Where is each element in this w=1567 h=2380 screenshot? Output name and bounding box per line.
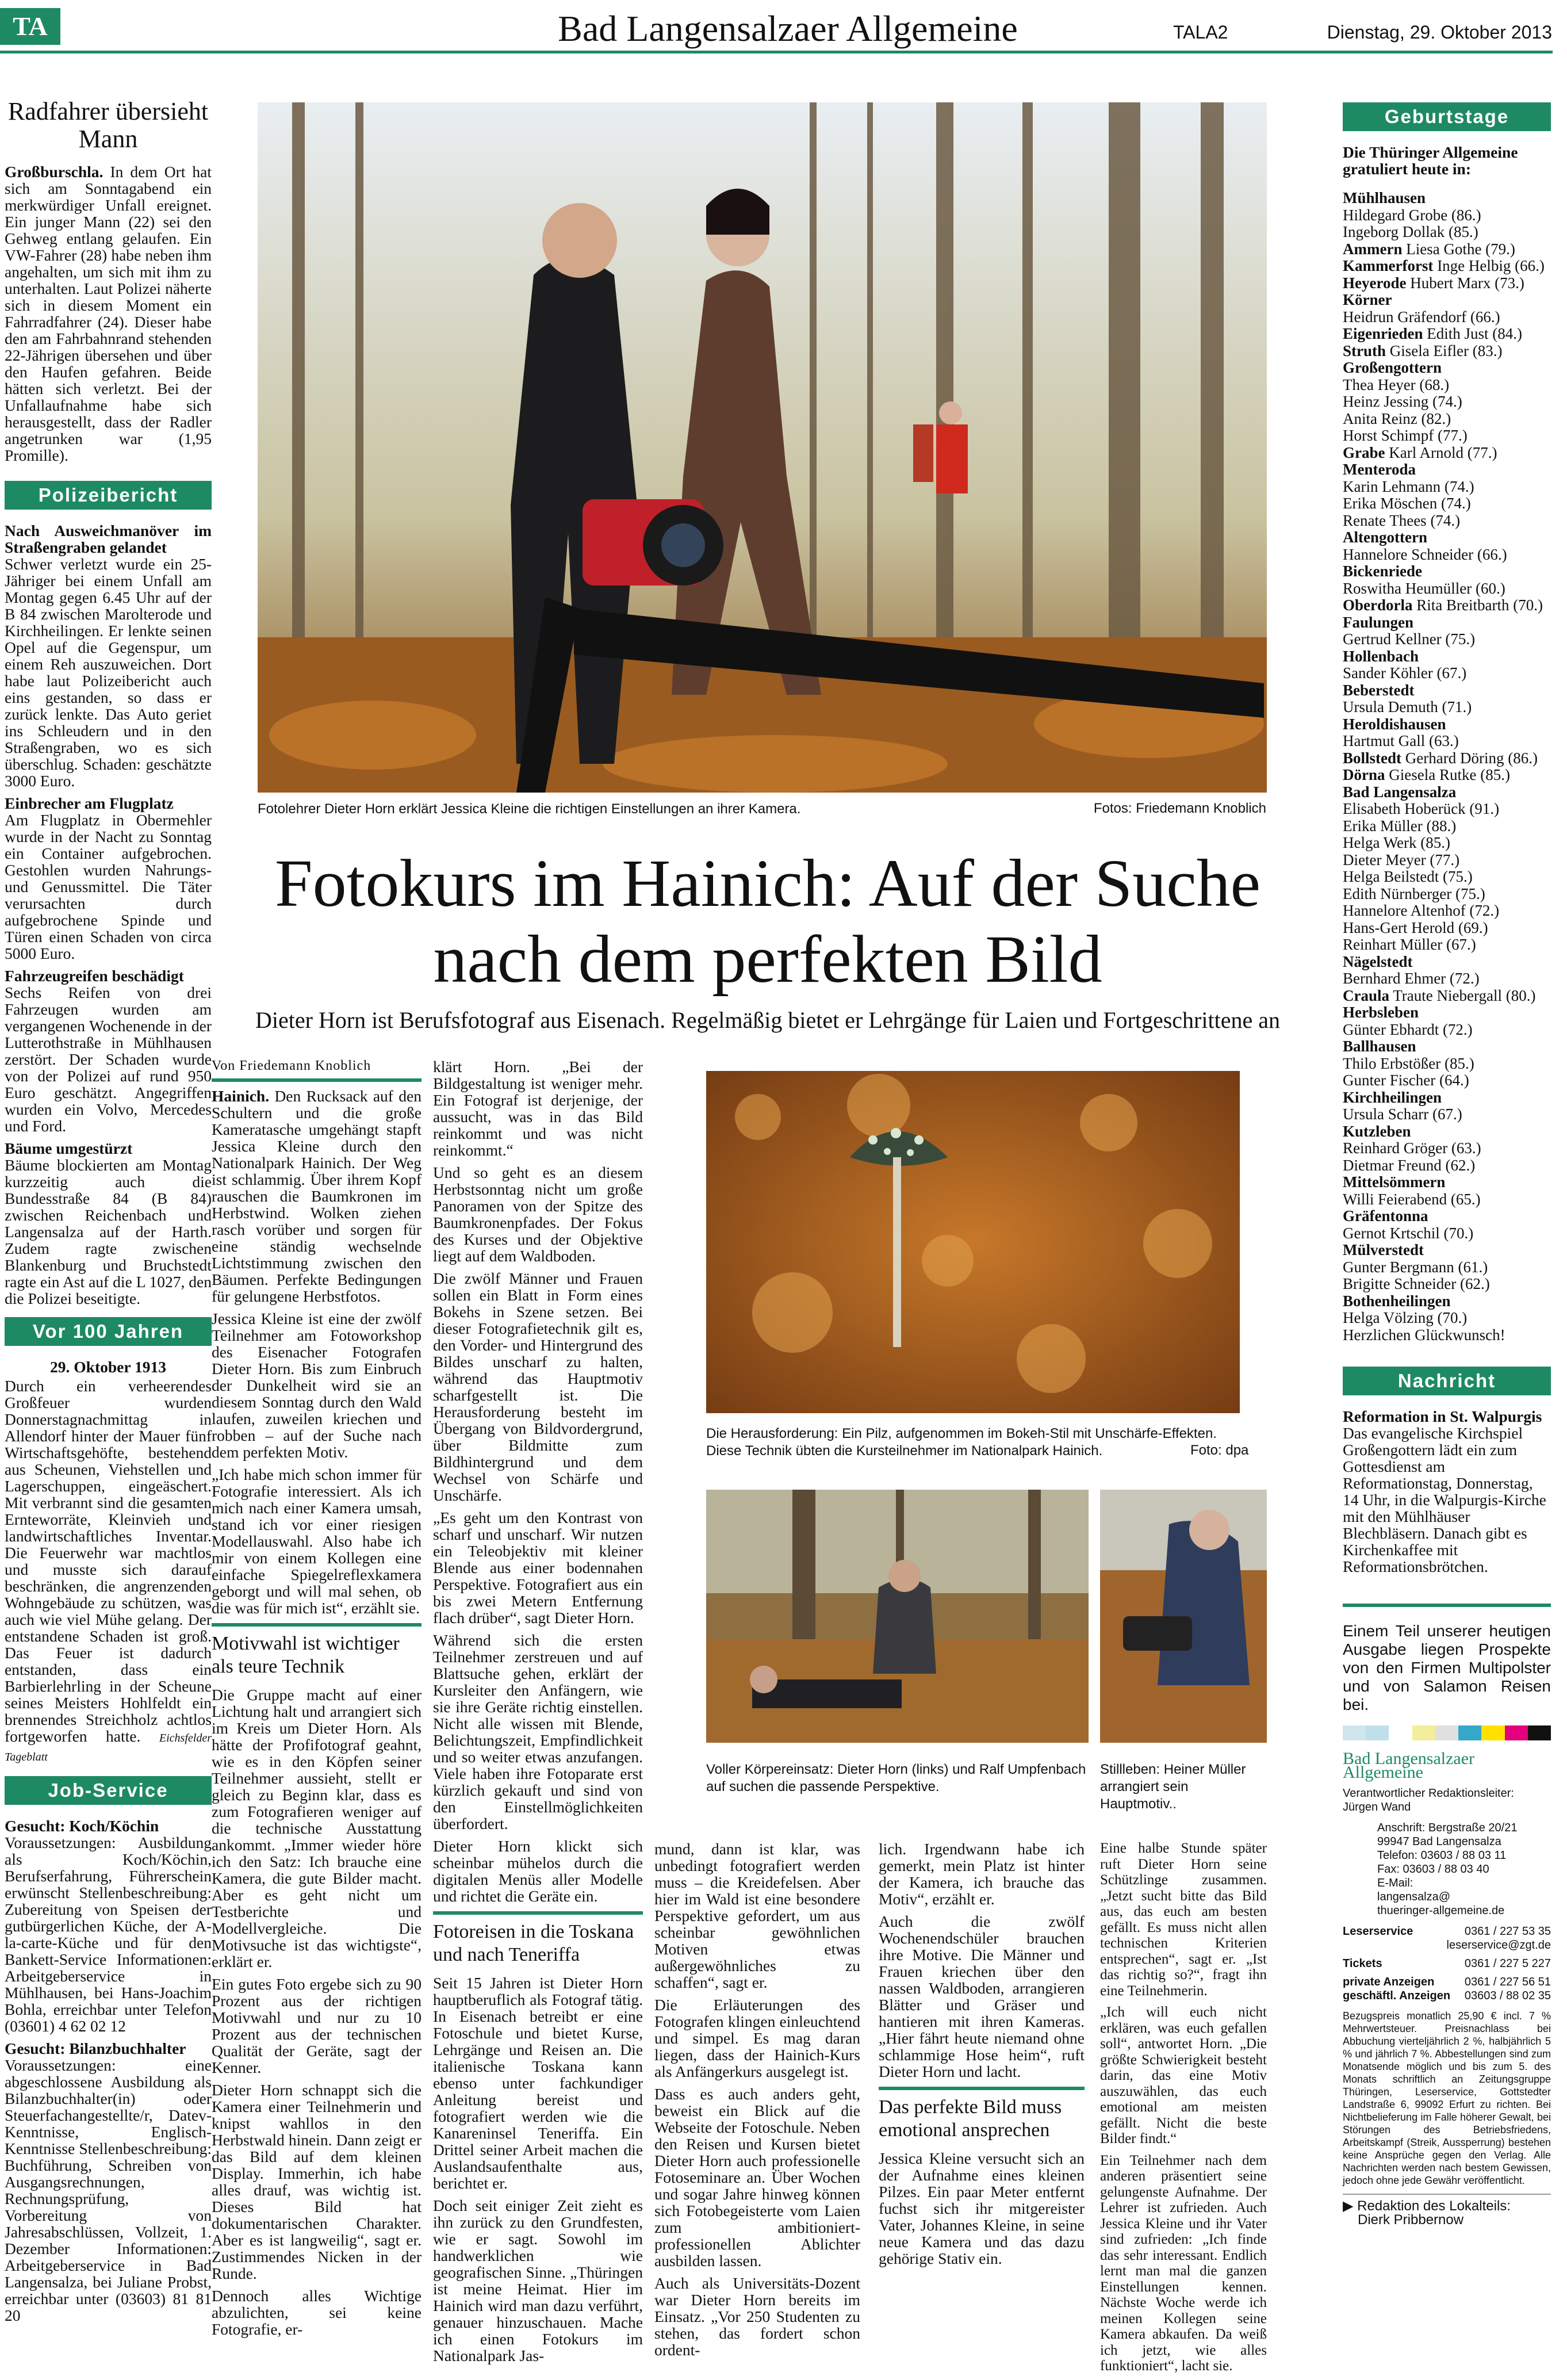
birthday-entry (1343, 1089, 1551, 1107)
imprint-resp-name: Jürgen Wand (1343, 1801, 1411, 1813)
masthead-rule (0, 51, 1553, 53)
birthday-entry (1343, 1259, 1551, 1276)
article-text (654, 1841, 860, 2358)
birthday-names: Karl Arnold (77.) (1385, 443, 1497, 461)
closing-label: ▶ Redaktion des Lokalteils: (1343, 2198, 1511, 2214)
birthday-names: Günter Ebhardt (72.) (1343, 1020, 1473, 1038)
birthday-names: Hannelore Altenhof (72.) (1343, 902, 1500, 919)
birthday-entry (1343, 1242, 1551, 1259)
color-swatch (1528, 1725, 1551, 1740)
paragraph: Und so geht es an diesem Herbstsonntag nicht um große Panoramen von der Spitze des Baumkronenpfades. Der Fokus des Kurses und der Objektive liegt auf dem Waldboden. (433, 1164, 643, 1265)
birthday-intro: Die Thüringer Allgemeine gratuliert heute in: (1343, 143, 1518, 178)
article-column-4 (879, 1841, 1085, 2272)
job-service (5, 1817, 212, 2324)
birthday-names: Ursula Demuth (71.) (1343, 698, 1472, 715)
birthday-names: Hildegard Grobe (86.) (1343, 206, 1481, 224)
address-line: E-Mail: (1377, 1877, 1413, 1889)
birthday-town: Großengottern (1343, 359, 1442, 376)
paragraph: Ein Teilnehmer nach dem anderen präsentiert seine gelungenste Aufnahme. Der Lehrer ist zufrieden. Auch Jessica Kleine und ihr Vater sind zufrieden: „Ich finde das sehr interessant. Endlich lernt man mal die ganzen Einstellungen kennen. Nächste Woche werde ich meinen Kollegen seine Kamera abkaufen. Da weiß ich jetzt, wie alles funktioniert“, lacht sie. (1100, 2152, 1267, 2374)
police-report (5, 522, 212, 1307)
paper-title: Bad Langensalzaer Allgemeine (558, 8, 1018, 49)
paragraph: Seit 15 Jahren ist Dieter Horn hauptberuflich als Fotograf tätig. In Eisenach betreibt er eine Fotoschule und bietet Kurse, Lehrgänge und Reisen an. Die italienische Toskana kann ebenso unter fachkundiger Anleitung bereist und fotografiert werden wie die Kanareninsel Teneriffa. Ein Drittel seiner Arbeit machen die Auslandsaufenthalte aus, berichtet er. (433, 1974, 643, 2192)
birthday-entry (1343, 377, 1551, 394)
birthday-town: Bickenriede (1343, 563, 1422, 580)
birthday-entry (1343, 1310, 1551, 1327)
job-item (5, 2040, 212, 2324)
job-text: Voraussetzungen: eine abgeschlossene Ausbildung als Bilanzbuchhalter(in) oder Steuerfachangestellte/r, Datev-Kenntnisse, Englisch-Kenntnisse Stellenbeschreibung: Buchführung, Schreiben von Ausgangsrechnungen, Rechnungsprüfung, Vorbereitung von Jahresabschlüssen, Vollzeit, 1. Dezember Informationen: Arbeitgeberservice in Bad Langensalza, bei Juliane Probst, erreichbar unter (03603) 81 81 20 (5, 2056, 212, 2324)
birthday-town: Kutzleben (1343, 1122, 1411, 1140)
birthday-entry (1343, 1004, 1551, 1021)
birthday-names: Rita Breitbarth (70.) (1412, 596, 1543, 614)
birthday-town: Eigenrieden (1343, 325, 1423, 342)
birthday-entry (1343, 801, 1551, 818)
birthday-entry (1343, 716, 1551, 733)
section-history: Vor 100 Jahren (5, 1317, 212, 1346)
section-news: Nachricht (1343, 1367, 1551, 1395)
birthday-entry (1343, 224, 1551, 241)
birthday-town: Dörna (1343, 766, 1385, 783)
birthday-names: Traute Niebergall (80.) (1389, 986, 1536, 1004)
birthday-entry (1343, 258, 1551, 275)
birthday-town: Herbsleben (1343, 1004, 1419, 1021)
birthday-names: Heidrun Gräfendorf (66.) (1343, 308, 1500, 326)
birthday-entry (1343, 902, 1551, 920)
birthday-town: Ammern (1343, 240, 1403, 258)
imprint-address (1377, 1821, 1551, 1918)
birthday-names: Gisela Eifler (83.) (1386, 342, 1503, 359)
birthday-names: Edith Nürnberger (75.) (1343, 885, 1485, 902)
article-text (879, 1841, 1085, 2080)
birthday-names: Liesa Gothe (79.) (1402, 240, 1515, 258)
birthday-town: Menteroda (1343, 461, 1416, 478)
birthday-entry (1343, 1055, 1551, 1073)
birthday-entry (1343, 750, 1551, 767)
birthday-names: Helga Völzing (70.) (1343, 1309, 1468, 1326)
birthday-entry (1343, 1327, 1551, 1344)
paragraph: Doch seit einiger Zeit zieht es ihn zurück zu den Grundfesten, wie er sagt. Sowohl im handwerklichen wie geografischen Sinne. „Thüringen ist meine Heimat. Hier im Hainich wird man dazu verführt, genauer hinzuschauen. Mache ich einen Fotokurs im Nationalpark Jas- (433, 2197, 643, 2364)
closing-label-text: Redaktion des Lokalteils: (1357, 2198, 1511, 2214)
birthday-entry (1343, 292, 1551, 309)
birthday-entry (1343, 597, 1551, 614)
birthday-names: Horst Schimpf (77.) (1343, 427, 1468, 444)
contact-row (1343, 1957, 1551, 1970)
birthday-entry (1343, 563, 1551, 580)
article-column-2 (433, 1058, 643, 2370)
job-title: Gesucht: Koch/Köchin (5, 1817, 159, 1835)
police-item-text: Am Flugplatz in Obermehler wurde in der Nacht zu Sonntag ein Container aufgebrochen. Gestohlen wurden Nahrungs- und Genussmittel. Die Täter verursachten durch aufgebrochene Spinde und Türen einen Schaden von circa 5000 Euro. (5, 811, 212, 962)
paragraph: mund, dann ist klar, was unbedingt fotografiert werden muss – die Kreidefelsen. Aber hier im Wald ist eine besondere Perspektive gefordert, um aus scheinbar gewöhnlichen Motiven etwas außergewöhnliches zu schaffen“, sagt er. (654, 1840, 860, 1991)
birthday-entry (1343, 241, 1551, 258)
birthday-names: Gerhard Döring (86.) (1401, 749, 1538, 767)
birthday-names: Bernhard Ehmer (72.) (1343, 970, 1480, 987)
imprint-paper: Bad Langensalzaer Allgemeine (1343, 1749, 1475, 1782)
birthday-town: Bothenheilingen (1343, 1292, 1451, 1310)
color-swatch (1389, 1725, 1412, 1740)
police-item-title: Nach Ausweichmanöver im Straßengraben gelandet (5, 522, 212, 556)
birthday-names: Willi Feierabend (65.) (1343, 1190, 1481, 1208)
birthday-entry (1343, 359, 1551, 377)
article-text (433, 1975, 643, 2364)
news-title: Reformation in St. Walpurgis (1343, 1407, 1542, 1425)
article-text (212, 1088, 422, 1616)
birthday-town: Ballhausen (1343, 1038, 1416, 1055)
paragraph: Die Gruppe macht auf einer Lichtung halt und arrangiert sich im Kreis um Dieter Horn. Als hätte der Profifotograf geahnt, wie es in den Köpfen seiner Teilnehmer aussieht, stellt er gleich zu Beginn klar, dass es zum Fotografieren weniger auf die technische Ausstattung ankommt. „Immer wieder höre ich den Satz: Ich brauche eine Kamera, die gute Bilder macht. Aber es geht nicht um Testberichte und Modellvergleiche. Die Motivsuche ist das wichtigste“, erklärt er. (212, 1686, 422, 1970)
birthday-entry (1343, 546, 1551, 564)
contact-label: Leserservice (1343, 1925, 1413, 1938)
birthday-entry (1343, 1174, 1551, 1191)
birthday-town: Altengottern (1343, 529, 1427, 546)
birthday-town: Beberstedt (1343, 681, 1415, 699)
address-line: thueringer-allgemeine.de (1377, 1904, 1505, 1917)
story-headline: Radfahrer übersieht Mann (7, 97, 209, 153)
history-date: 29. Oktober 1913 (50, 1358, 166, 1376)
birthday-names: Sander Köhler (67.) (1343, 664, 1467, 682)
imprint-fineprint: Bezugspreis monatlich 25,90 € incl. 7 % Mehrwertsteuer. Preisnachlass bei Abbuchung vierteljährlich 2 %, halbjährlich 5 % und jährlich 7 %. Abbestellungen sind zum Monatsende möglich und bis zum 5. des Monats schriftlich an Zeitungsgruppe Thüringen, Leserservice, Gottstedter Landstraße 6, 99092 Erfurt zu richten. Bei Nichtbelieferung im Falle höherer Gewalt, bei Störungen des Betriebsfriedens, Arbeitskampf (Streik, Aussperrung) bestehen keine Ansprüche gegen den Verlag. Alle Nachrichten werden nach bestem Gewissen, jedoch ohne jede Gewähr veröffentlicht. (1343, 2010, 1551, 2186)
ta-logo: TA (0, 8, 60, 45)
birthday-entry (1343, 835, 1551, 852)
birthday-town: Hollenbach (1343, 647, 1419, 665)
address-line: Fax: 03603 / 88 03 40 (1377, 1863, 1489, 1876)
address-line: langensalza@ (1377, 1891, 1451, 1903)
birthday-entry (1343, 970, 1551, 988)
birthday-names: Dieter Meyer (77.) (1343, 851, 1460, 868)
birthday-names: Hannelore Schneider (66.) (1343, 545, 1507, 563)
birthday-names: Dietmar Freund (62.) (1343, 1156, 1476, 1174)
story-body (5, 163, 212, 464)
birthday-town: Heroldishausen (1343, 715, 1446, 733)
birthday-names: Gernot Krtschil (70.) (1343, 1224, 1474, 1242)
birthday-names: Gertrud Kellner (75.) (1343, 630, 1476, 648)
birthday-entry (1343, 1072, 1551, 1089)
birthday-entry (1343, 1225, 1551, 1242)
police-item-title: Bäume umgestürzt (5, 1139, 133, 1157)
birthday-list (1343, 190, 1551, 1344)
birthday-names: Gunter Bergmann (61.) (1343, 1258, 1488, 1276)
birthday-entry (1343, 954, 1551, 971)
paragraph: Den Rucksack auf den Schultern und die große Kameratasche umgehängt stapft Jessica Kleine durch den Nationalpark Hainich. Der Weg ist schlammig. Über ihrem Kopf rauschen die Baumkronen im Herbstwind. Wolken ziehen rasch vorüber und sorgen für eine ständig wechselnde Lichtstimmung zwischen den Bäumen. Perfekte Bedingungen für gelungene Herbstfotos. (212, 1087, 422, 1305)
birthday-town: Heyerode (1343, 274, 1407, 292)
birthday-entry (1343, 190, 1551, 207)
police-item (5, 1140, 212, 1307)
contact-value: 0361 / 227 5 227 (1464, 1957, 1551, 1970)
birthday-entry (1343, 1276, 1551, 1293)
birthday-entry (1343, 393, 1551, 411)
imprint (1343, 1749, 1551, 2228)
birthday-entry (1343, 411, 1551, 428)
photographers-photo (706, 1490, 1089, 1743)
birthday-town: Mittelsömmern (1343, 1173, 1446, 1191)
birthday-names: Karin Lehmann (74.) (1343, 477, 1474, 495)
birthday-names: Hartmut Gall (63.) (1343, 732, 1459, 749)
birthday-entry (1343, 529, 1551, 546)
mushroom-caption: Die Herausforderung: Ein Pilz, aufgenommen im Bokeh-Stil mit Unschärfe-Effekten. Diese Technik übten die Kursteilnehmer im Nationalpark Hainich. (706, 1426, 1217, 1459)
paragraph: klärt Horn. „Bei der Bildgestaltung ist weniger mehr. Ein Fotograf ist derjenige, der aussucht, was in das Bild reinkommt und was nicht reinkommt.“ (433, 1058, 643, 1159)
birthday-entry (1343, 1293, 1551, 1310)
police-item-title: Einbrecher am Flugplatz (5, 794, 174, 812)
color-swatch (1458, 1725, 1481, 1740)
closing-name: Dierk Pribbernow (1358, 2212, 1464, 2228)
article-text (879, 2150, 1085, 2267)
section-birthdays: Geburtstage (1343, 102, 1551, 131)
birthday-names: Ingeborg Dollak (85.) (1343, 223, 1478, 240)
news-text: Das evangelische Kirchspiel Großengottern lädt ein zum Gottesdienst am Reformationstag, Donnerstag, 14 Uhr, in die Walpurgis-Kirche mit den Mühlhäuser Blechbläsern. Danach gibt es Kirchenkaffee mit Reformationsbrötchen. (1343, 1424, 1546, 1575)
birthday-names: Inge Helbig (66.) (1433, 257, 1545, 274)
birthday-names: Thea Heyer (68.) (1343, 376, 1450, 393)
birthday-town: Bollstedt (1343, 749, 1402, 767)
photographers-caption: Voller Körpereinsatz: Dieter Horn (links) und Ralf Umpfenbach auf suchen die passende Perspektive. (706, 1762, 1086, 1794)
issue-date: Dienstag, 29. Oktober 2013 (1327, 22, 1552, 43)
birthday-entry (1343, 1123, 1551, 1141)
main-headline: Fotokurs im Hainich: Auf der Suche nach dem perfekten Bild (274, 845, 1261, 997)
imprint-resp-label: Verantwortlicher Redaktionsleiter: (1343, 1787, 1514, 1800)
article-column-3 (654, 1841, 860, 2364)
birthday-names: Helga Beilstedt (75.) (1343, 868, 1473, 885)
photographers-illustration (706, 1490, 1089, 1743)
birthday-entry (1343, 1191, 1551, 1208)
birthday-town: Mülverstedt (1343, 1241, 1424, 1258)
contact-row (1343, 1989, 1551, 2003)
main-deck: Dieter Horn ist Berufsfotograf aus Eisenach. Regelmäßig bietet er Lehrgänge für Laien und Fortgeschrittene an (255, 1007, 1280, 1033)
subheading: Das perfekte Bild muss emotional ansprechen (879, 2087, 1085, 2142)
birthday-entry (1343, 580, 1551, 598)
birthday-entry (1343, 648, 1551, 665)
birthday-entry (1343, 427, 1551, 445)
history-body: Durch ein verheerendes Großfeuer wurden Donnerstagnachmittag in Allendorf hinter der Mauer fünf Wirtschaftsgehöfte, bestehend aus Scheunen, Viehstellen und Lagerschuppen, eingeäschert. Mit verbrannt sind die gesamten Ernteworräte, Kleinvieh und landwirtschaftliches Inventar. Die Feuerwehr war machtlos und musste sich darauf beschränken, die angrenzenden Wohngebäude zu schützen, was auch wie viel Mühe gelang. Der entstandene Schaden ist groß. Das Feuer ist dadurch entstanden, dass ein Barbierlehrling in der Scheune seines Meisters Hohlfeldt ein brennendes Streichholz achtlos fortgeworfen hatte. (5, 1377, 212, 1745)
article-column-5 (1100, 1841, 1267, 2380)
color-swatch (1412, 1725, 1435, 1740)
job-title: Gesucht: Bilanzbuchhalter (5, 2040, 186, 2057)
right-column (1343, 102, 1551, 2227)
paragraph: Ein gutes Foto ergebe sich zu 90 Prozent aus der richtigen Motivwahl und nur zu 10 Prozent aus der technischen Qualität der Geräte, sagt der Kenner. (212, 1975, 422, 2076)
birthday-entry (1343, 631, 1551, 648)
birthday-town: Bad Langensalza (1343, 783, 1457, 801)
article-kicker: Hainich. (212, 1087, 270, 1105)
birthday-entry (1343, 326, 1551, 343)
birthday-town: Kammerforst (1343, 257, 1434, 274)
birthday-names: Elisabeth Hoberück (91.) (1343, 800, 1500, 817)
history-source: Eichsfelder Tageblatt (5, 1732, 212, 1763)
birthday-town: Faulungen (1343, 613, 1414, 631)
contact-label: geschäftl. Anzeigen (1343, 1989, 1451, 2002)
birthday-names: Erika Möschen (74.) (1343, 495, 1471, 512)
birthday-names: Giesela Rutke (85.) (1385, 766, 1510, 783)
paragraph: lich. Irgendwann habe ich gemerkt, mein Platz ist hinter der Kamera, ich brauche das Motiv“, erzählt er. (879, 1840, 1085, 1908)
article-text (1100, 1841, 1267, 2374)
article-column-1 (212, 1058, 422, 2343)
police-item (5, 522, 212, 789)
birthday-entry (1343, 699, 1551, 716)
story-kicker: Großburschla. (5, 163, 104, 181)
paragraph: Jessica Kleine ist eine der zwölf Teilnehmer am Fotoworkshop des Eisenacher Fotografen Dieter Horn. Bis zum Einbruch der Dunkelheit wird sie an diesem Sonntag durch den Wald laufen, zuweilen kriechen und robben – auf der Suche nach dem perfekten Motiv. (212, 1310, 422, 1461)
birthday-names: Heinz Jessing (74.) (1343, 393, 1462, 410)
color-swatch (1505, 1725, 1528, 1740)
birthday-entry (1343, 818, 1551, 835)
birthday-names: Herzlichen Glückwunsch! (1343, 1326, 1505, 1344)
birthday-entry (1343, 682, 1551, 699)
birthday-entry (1343, 1021, 1551, 1039)
paragraph: „Ich will euch nicht erklären, was euch gefallen soll“, antwortet Horn. „Die größte Schwierigkeit besteht darin, das eine Motiv auszuwählen, das euch emotional am meisten gefällt. Nicht die beste Bilder findt.“ (1100, 2004, 1267, 2146)
police-item-text: Sechs Reifen von drei Fahrzeugen wurden am vergangenen Wochenende in der Lutterothstraße in Mühlhausen zerstört. Der Schaden wurde von der Polizei auf rund 950 Euro geschätzt. Angegriffen wurden ein Volvo, Mercedes und Ford. (5, 984, 212, 1135)
still-life-illustration (1100, 1490, 1267, 1743)
contact-email[interactable]: leserservice@zgt.de (1446, 1939, 1551, 1952)
article-text (433, 1058, 643, 1904)
subheading: Motivwahl ist wichtiger als teure Technik (212, 1623, 422, 1678)
birthday-entry (1343, 207, 1551, 224)
mushroom-credit: Foto: dpa (1190, 1442, 1249, 1458)
birthday-entry (1343, 495, 1551, 512)
birthday-names: Anita Reinz (82.) (1343, 410, 1451, 427)
still-life-caption: Stillleben: Heiner Müller arrangiert sein Hauptmotiv.. (1100, 1762, 1246, 1812)
address-line: Telefon: 03603 / 88 03 11 (1377, 1849, 1507, 1862)
birthday-entry (1343, 614, 1551, 632)
contact-label: Tickets (1343, 1957, 1382, 1970)
birthday-names: Reinhart Müller (67.) (1343, 936, 1476, 953)
birthday-entry (1343, 1038, 1551, 1055)
birthday-town: Nägelstedt (1343, 952, 1413, 970)
birthday-town: Gräfentonna (1343, 1207, 1428, 1225)
police-item (5, 967, 212, 1134)
history-text (5, 1359, 212, 1766)
birthday-entry (1343, 479, 1551, 496)
masthead (0, 0, 1567, 53)
contact-row (1343, 1938, 1551, 1952)
birthday-names: Edith Just (84.) (1423, 325, 1522, 342)
mushroom-photo (706, 1071, 1240, 1413)
news-item (1343, 1408, 1551, 1575)
birthday-entry (1343, 665, 1551, 682)
birthday-entry (1343, 988, 1551, 1005)
color-swatch (1481, 1725, 1504, 1740)
birthday-town: Grabe (1343, 443, 1385, 461)
birthday-entry (1343, 343, 1551, 360)
police-item (5, 795, 212, 962)
birthday-town: Mühlhausen (1343, 189, 1426, 206)
section-jobs: Job-Service (5, 1776, 212, 1805)
job-text: Voraussetzungen: Ausbildung als Koch/Köchin, Berufserfahrung, Führerschein erwünscht Stellenbeschreibung: Zubereitung von Speisen der gutbürgerlichen Küche, der A-la-carte-Küche und für den Bankett-Service Informationen: Arbeitgeberservice in Mühlhausen, bei Hans-Joachim Bohla, erreichbar unter Telefon (03601) 4 62 02 12 (5, 1834, 212, 2035)
birthday-entry (1343, 512, 1551, 530)
paragraph: Dieter Horn schnappt sich die Kamera einer Teilnehmerin und knipst wahllos in den Herbstwald hinein. Dann zeigt er das Bild auf dem kleinen Display. Immerhin, ich habe alles drauf, was wichtig ist. Dieses Bild hat dokumentarischen Charakter. Aber es ist langweilig“, sagt er. Zustimmendes Nicken in der Runde. (212, 2081, 422, 2282)
story-text: In dem Ort hat sich am Sonntagabend ein merkwürdiger Unfall ereignet. Ein junger Mann (22) sei den Gehweg entlang gelaufen. Ein VW-Fahrer (28) habe neben ihm angehalten, um sich mit ihm zu unterhalten. Laut Polizei näherte sich in diesem Moment ein Fahrradfahrer (24). Dieser habe den am Fahrbahnrand stehenden 22-Jährigen übersehen und über den Haufen gefahren. Beide hätten sich verletzt. Bei der Unfallaufnahme habe sich herausgestellt, dass der Radler angetrunken war (1,95 Promille). (5, 163, 212, 464)
birthday-names: Renate Thees (74.) (1343, 511, 1461, 529)
address-line: 99947 Bad Langensalza (1377, 1835, 1501, 1848)
paragraph: Die Erläuterungen des Fotografen klingen einleuchtend und simpel. Es mag daran liegen, dass der Hainich-Kurs als Anfängerkurs ausgelegt ist. (654, 1996, 860, 2080)
byline: Von Friedemann Knoblich (212, 1058, 371, 1073)
paragraph: Auch die zwölf Wochenendschüler brauchen ihre Motive. Die Männer und Frauen kriechen über den nassen Waldboden, arrangieren Blätter und Gräser und hantieren mit ihren Kameras. „Hier fährt heute niemand ohne schlammige Hose heim“, ruft Dieter Horn und lacht. (879, 1912, 1085, 2080)
birthday-names: Erika Müller (88.) (1343, 817, 1457, 835)
birthday-names: Thilo Erbstößer (85.) (1343, 1054, 1474, 1072)
contact-value: 03603 / 88 02 35 (1464, 1989, 1551, 2002)
paragraph: Dennoch alles Wichtige abzulichten, sei keine Fotografie, er- (212, 2287, 422, 2338)
birthday-entry (1343, 868, 1551, 886)
forest-photo-illustration (258, 102, 1267, 793)
birthday-entry (1343, 1208, 1551, 1225)
lead-photo (258, 102, 1267, 793)
address-line: Anschrift: Bergstraße 20/21 (1377, 1822, 1518, 1834)
print-color-bar (1343, 1725, 1551, 1740)
birthday-town: Oberdorla (1343, 596, 1413, 614)
birthday-entry (1343, 309, 1551, 326)
left-column (5, 98, 212, 2329)
birthday-entry (1343, 784, 1551, 801)
paragraph: „Es geht um den Kontrast von scharf und unscharf. Wir nutzen ein Teleobjektiv mit kleiner Blende aus einer bodennahen Perspektive. Fotografiert aus ein bis zwei Metern Entfernung flach drüber“, sagt Dieter Horn. (433, 1509, 643, 1627)
police-item-text: Bäume blockierten am Montag kurzzeitig auch die Bundesstraße 84 (B 84) zwischen Reichenbach und Langensalza auf der Harth. Zudem ragte zwischen Blankenburg und Bruchstedt ragte ein Ast auf die L 1027, den die Polizei beseitigte. (5, 1156, 212, 1307)
paragraph: Dass es auch anders geht, beweist ein Blick auf die Webseite der Fotoschule. Neben den Reisen und Kursen bietet Dieter Horn auch professionelle Fotoseminare an. Über Wochen und sogar Jahre hinweg können sich Fotobegeisterte vom Laien zum ambitioniert-professionellen Ablichter ausbilden lassen. (654, 2085, 860, 2270)
color-swatch (1366, 1725, 1389, 1740)
paragraph: Dieter Horn klickt sich scheinbar mühelos durch die digitalen Menüs aller Modelle und richtet die Geräte ein. (433, 1837, 643, 1905)
mushroom-illustration (706, 1071, 1240, 1413)
birthday-names: Gunter Fischer (64.) (1343, 1072, 1469, 1089)
birthday-entry (1343, 767, 1551, 784)
birthday-entry (1343, 920, 1551, 937)
paragraph: „Ich habe mich schon immer für Fotografie interessiert. Als ich mich nach einer Kamera umsah, stand ich vor einer riesigen Modellauswahl. Also habe ich mir von einem Kollegen eine einfache Spiegelreflexkamera geborgt und will mal sehen, ob die was für mich ist“, erzählt sie. (212, 1466, 422, 1617)
birthday-entry (1343, 886, 1551, 903)
edition-code: TALA2 (1173, 22, 1228, 43)
paragraph: Während sich die ersten Teilnehmer zerstreuen und auf Blattsuche gehen, erklärt der Kursleiter den Anfängern, wie sie ihre Geräte richtig einstellen. Nicht alle wissen mit Blende, Belichtungszeit, Empfindlichkeit und so weiter etwas anzufangen. Viele haben ihre Fotoparate erst kürzlich gekauft und sind von den Einstellmöglichkeiten überfordert. (433, 1631, 643, 1832)
color-swatch (1435, 1725, 1458, 1740)
paragraph: Die zwölf Männer und Frauen sollen ein Blatt in Form eines Bokehs in Szene setzen. Bei dieser Fotografietechnik gilt es, den Vorder- und Hintergrund des Bildes unscharf zu halten, während das Hauptmotiv scharfgestellt ist. Die Herausforderung besteht im Übergang von Bildvordergrund, über Bildmitte zum Bildhintergrund und dem Wechsel von Schärfe und Unschärfe. (433, 1269, 643, 1504)
lead-photo-credit: Fotos: Friedemann Knoblich (1093, 801, 1266, 816)
paragraph: Eine halbe Stunde später ruft Dieter Horn seine Schützlinge zusammen. „Jetzt sucht bitte das Bild aus, das euch am besten gefällt. Es muss nicht allen technischen Kriterien entsprechen“, sagt er. „Ist das richtig so?“, fragt ihn eine Teilnehmerin. (1100, 1841, 1267, 1999)
contact-value: 0361 / 227 56 51 (1464, 1976, 1551, 1988)
birthday-entry (1343, 461, 1551, 479)
contact-row (1343, 1975, 1551, 1989)
birthday-names: Reinhard Gröger (63.) (1343, 1139, 1481, 1157)
job-item (5, 1817, 212, 2034)
birthday-entry (1343, 1106, 1551, 1123)
notice-rule (1343, 1604, 1551, 1607)
birthday-entry (1343, 733, 1551, 750)
contact-row (1343, 1924, 1551, 1938)
imprint-closing (1343, 2194, 1551, 2227)
birthday-town: Craula (1343, 986, 1389, 1004)
birthday-names: Hubert Marx (73.) (1406, 274, 1524, 292)
birthday-town: Struth (1343, 342, 1386, 359)
contact-label: private Anzeigen (1343, 1976, 1435, 1988)
insert-notice: Einem Teil unserer heutigen Ausgabe liegen Prospekte von den Firmen Multipolster und von Salamon Reisen bei. (1343, 1622, 1551, 1713)
birthday-entry (1343, 1157, 1551, 1174)
birthday-names: Ursula Scharr (67.) (1343, 1105, 1462, 1123)
birthday-names: Helga Werk (85.) (1343, 834, 1451, 851)
byline-rule (212, 1078, 422, 1082)
birthday-town: Körner (1343, 291, 1392, 308)
birthday-town: Kirchheilingen (1343, 1088, 1442, 1106)
police-item-title: Fahrzeugreifen beschädigt (5, 967, 184, 985)
still-life-photo (1100, 1490, 1267, 1743)
birthday-names: Brigitte Schneider (62.) (1343, 1275, 1490, 1292)
lead-photo-caption: Fotolehrer Dieter Horn erklärt Jessica Kleine die richtigen Einstellungen an ihrer Kamera. (258, 801, 801, 817)
paragraph: Auch als Universitäts-Dozent war Dieter Horn bereits im Einsatz. „Vor 250 Studenten zu stehen, das fordert schon ordent- (654, 2274, 860, 2359)
birthday-names: Hans-Gert Herold (69.) (1343, 919, 1488, 936)
birthday-names: Roswitha Heumüller (60.) (1343, 579, 1505, 597)
birthday-entry (1343, 445, 1551, 462)
article-text (212, 1686, 422, 2337)
section-police: Polizeibericht (5, 481, 212, 510)
contact-value: 0361 / 227 53 35 (1464, 1925, 1551, 1938)
paragraph: Jessica Kleine versucht sich an der Aufnahme eines kleinen Pilzes. Ein paar Meter entfernt fuchst sich ihr mitgereister Vater, Johannes Kleine, in seine neue Kamera und das dazu gehörige Stativ ein. (879, 2149, 1085, 2267)
birthday-entry (1343, 852, 1551, 869)
birthday-entry (1343, 275, 1551, 292)
police-item-text: Schwer verletzt wurde ein 25-Jähriger bei einem Unfall am Montag gegen 6.45 Uhr auf der B 84 zwischen Marolterode und Kirchheilingen. Er lenkte seinen Opel auf die Gegenspur, um einem Reh auszuweichen. Dort habe laut Polizeibericht auch eins gestanden, so dass er zurück lenkte. Das Auto geriet ins Schleudern und in den Straßengraben, wo es sich überschlug. Schaden: geschätzte 3000 Euro. (5, 555, 212, 790)
birthday-entry (1343, 936, 1551, 954)
birthday-entry (1343, 1140, 1551, 1157)
subheading: Fotoreisen in die Toskana und nach Teneriffa (433, 1911, 643, 1966)
color-swatch (1343, 1725, 1366, 1740)
